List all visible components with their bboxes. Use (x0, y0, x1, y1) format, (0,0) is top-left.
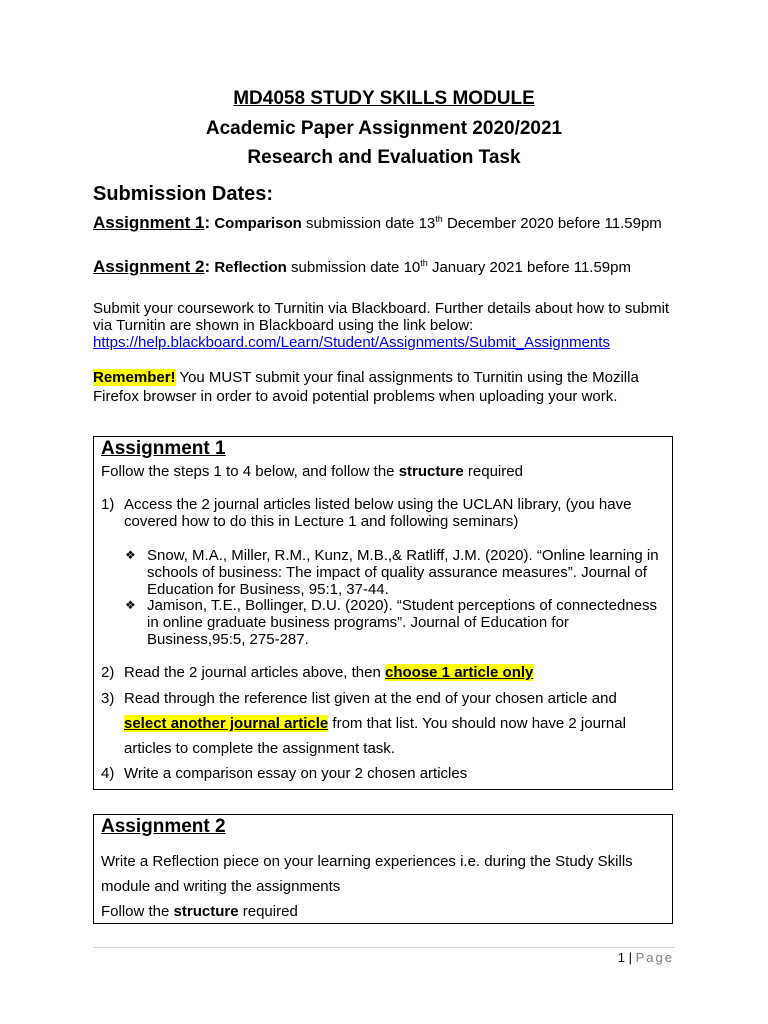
assignment-2-date-post: January 2021 before 11.59pm (427, 259, 631, 276)
intro-bold: structure (398, 463, 464, 480)
assignment-1-box (93, 436, 673, 790)
submission-dates-heading: Submission Dates: (93, 183, 274, 205)
remember-label: Remember! (93, 369, 176, 386)
assignment-1-date-post: December 2020 before 11.59pm (442, 215, 662, 232)
assignment-1-type: Comparison (214, 215, 302, 232)
page-label: Page (635, 950, 674, 965)
turnitin-paragraph (93, 300, 678, 351)
step-1-text: Access the 2 journal articles listed below using the UCLAN library, (you have covered how to do this in Lecture 1 and following seminars) (124, 496, 632, 530)
assignment-subtitle: Academic Paper Assignment 2020/2021 (205, 118, 563, 139)
assignment-1-label: Assignment 1 (93, 213, 205, 232)
step-4-number: 4) (101, 765, 115, 782)
assignment-2-bold: structure (173, 903, 239, 920)
assignment-1-date-pre: submission date 13 (301, 215, 436, 232)
assignment-2-body (101, 849, 666, 924)
step-3-text (124, 686, 669, 761)
article-1: Snow, M.A., Miller, R.M., Kunz, M.B.,& Ratliff, J.M. (2020). “Online learning in schools of business: The impact of quality assurance measures”. Journal of Education for Business, 95:1, 37-44. (147, 547, 659, 598)
assignment-2-line-2: module and writing the assignments (101, 878, 341, 895)
bullet-icon: ❖ (125, 598, 136, 612)
step-2-text (124, 664, 669, 681)
assignment-2-line-3-post: required (238, 903, 298, 920)
footer-divider (93, 947, 675, 948)
step-3-highlight: select another journal article (124, 715, 329, 732)
page-number: 1 (617, 950, 626, 965)
assignment-2-date-pre: submission date 10 (286, 259, 421, 276)
step-4-text: Write a comparison essay on your 2 chosen articles (124, 765, 468, 782)
remember-paragraph (93, 368, 678, 406)
turnitin-text: Submit your coursework to Turnitin via Blackboard. Further details about how to submit via Turnitin are shown in Blackboard using the link below: (93, 300, 670, 334)
blackboard-help-link[interactable]: https://help.blackboard.com/Learn/Student/Assignments/Submit_Assignments (93, 334, 610, 351)
task-title: Research and Evaluation Task (247, 147, 521, 168)
assignment-1-title: Assignment 1 (101, 438, 226, 459)
assignment-1-date (93, 214, 678, 232)
article-2: Jamison, T.E., Bollinger, D.U. (2020). “Student perceptions of connectedness in online graduate business programs”. Journal of Education for Business,95:5, 275-287. (147, 597, 657, 648)
intro-text: Follow the steps 1 to 4 below, and follow the (101, 463, 399, 480)
step-1-number: 1) (101, 496, 115, 513)
assignment-2-label: Assignment 2 (93, 257, 205, 276)
step-2-pre: Read the 2 journal articles above, then (124, 664, 385, 681)
assignment-1-sup: th (435, 214, 443, 224)
page-footer (618, 950, 674, 965)
step-3-line-3: articles to complete the assignment task. (124, 740, 395, 757)
assignment-2-type: Reflection (214, 259, 287, 276)
remember-text: You MUST submit your final assignments to Turnitin using the Mozilla Firefox browser in order to avoid potential problems when uploading your work. (93, 369, 639, 405)
bullet-icon: ❖ (125, 548, 136, 562)
colon: : (204, 213, 211, 232)
assignment-2-date (93, 258, 678, 276)
step-3-line-1: Read through the reference list given at the end of your chosen article and (124, 690, 617, 707)
assignment-2-line-1: Write a Reflection piece on your learning experiences i.e. during the Study Skills (101, 853, 633, 870)
assignment-2-sup: th (420, 258, 428, 268)
assignment-2-box (93, 814, 673, 924)
assignment-2-line-3: Follow the (101, 903, 174, 920)
footer-separator: | (625, 950, 636, 965)
step-3-line-2: from that list. You should now have 2 journal (328, 715, 626, 732)
colon: : (204, 257, 211, 276)
module-title: MD4058 STUDY SKILLS MODULE (233, 88, 535, 109)
step-2-number: 2) (101, 664, 115, 681)
step-2-highlight: choose 1 article only (385, 664, 534, 681)
assignment-1-intro (101, 463, 666, 480)
intro-post: required (463, 463, 523, 480)
step-3-number: 3) (101, 690, 115, 707)
assignment-2-title: Assignment 2 (101, 816, 226, 837)
